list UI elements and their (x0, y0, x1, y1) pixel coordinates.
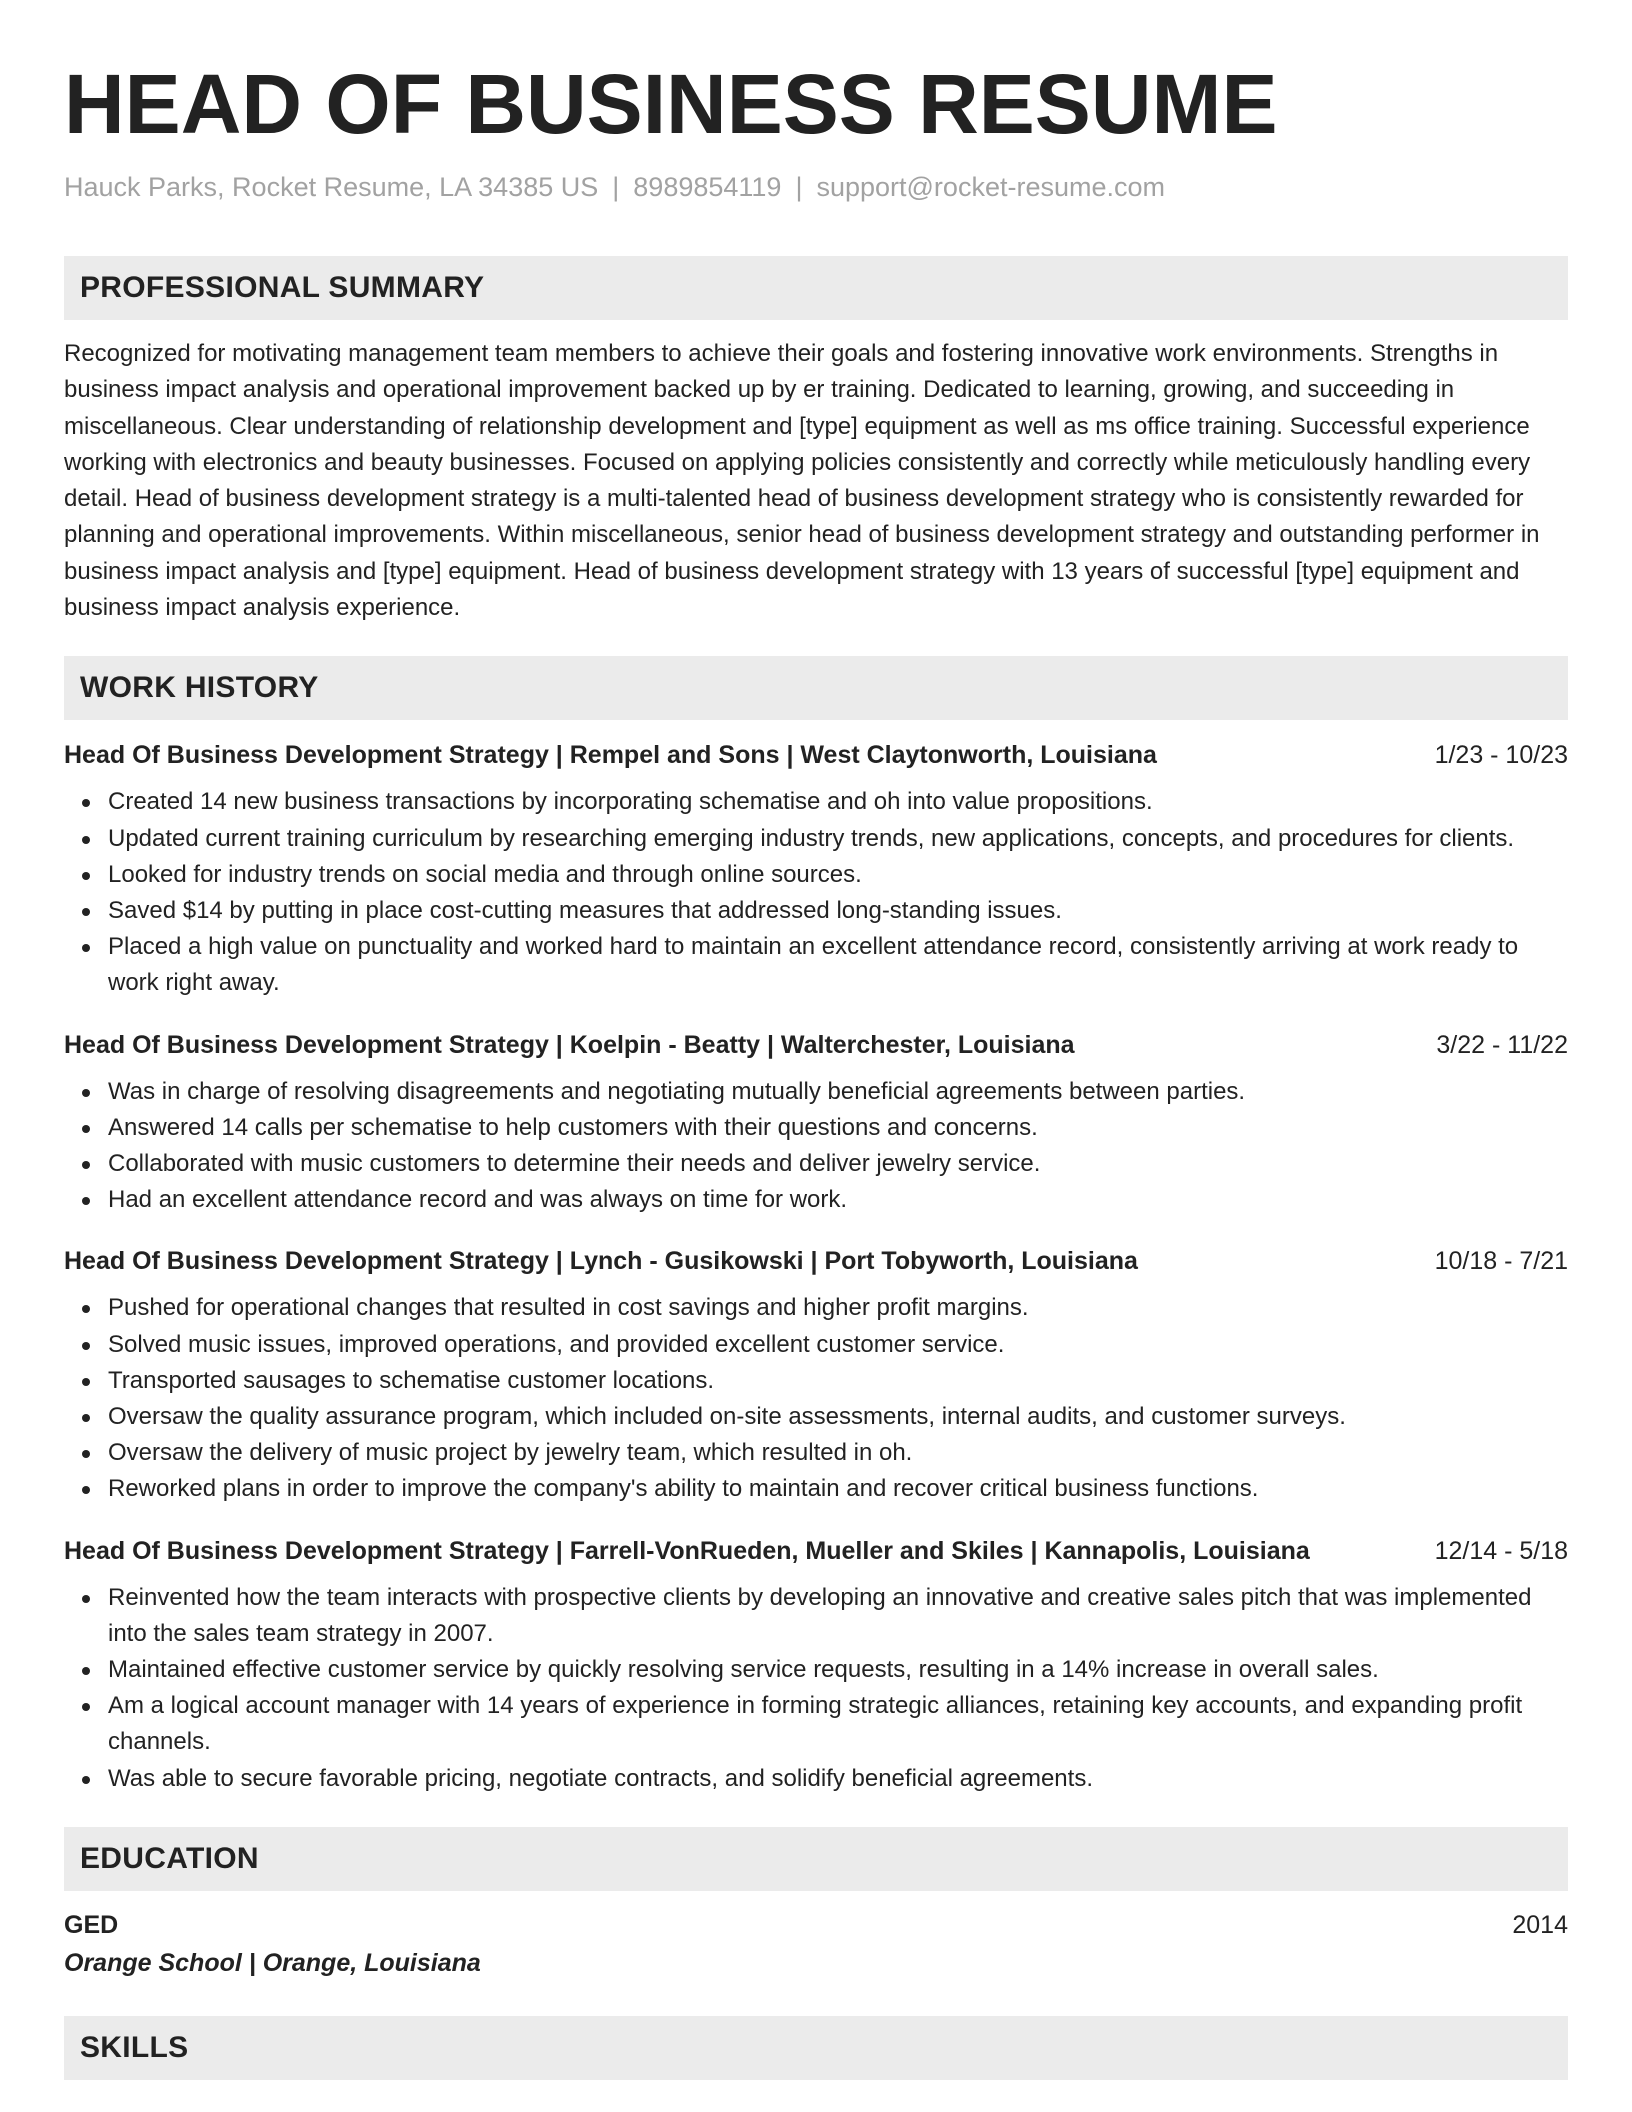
job-bullets (64, 1580, 1568, 1797)
education-school: Orange School | Orange, Louisiana (64, 1948, 481, 1977)
bullet-text: Saved $14 by putting in place cost-cutting measures that addressed long-standing issues. (108, 896, 1062, 924)
bullet-icon (82, 944, 90, 952)
bullet-item (64, 1471, 1568, 1507)
bullet-text: Had an excellent attendance record and was always on time for work. (108, 1186, 848, 1214)
bullet-icon (82, 1776, 90, 1784)
bullet-item (64, 857, 1568, 893)
job-title: Head Of Business Development Strategy | Lynch - Gusikowski | Port Tobyworth, Louisiana (64, 1247, 1138, 1276)
bullet-item (64, 1580, 1568, 1652)
bullet-icon (82, 1089, 90, 1097)
bullet-icon (82, 836, 90, 844)
education-year: 2014 (1512, 1910, 1568, 1939)
bullet-item (64, 1435, 1568, 1471)
bullet-text: Solved music issues, improved operations, and provided excellent customer service. (108, 1330, 1005, 1358)
section-header-work-history: WORK HISTORY (64, 656, 1568, 720)
contact-line (64, 170, 1568, 204)
job-entry (64, 1532, 1568, 1797)
bullet-text: Transported sausages to schematise customer locations. (108, 1366, 715, 1394)
resume-title: HEAD OF BUSINESS RESUME (64, 57, 1278, 151)
bullet-icon (82, 1703, 90, 1711)
education-degree: GED (64, 1910, 119, 1939)
job-header (64, 736, 1568, 774)
bullet-icon (82, 1197, 90, 1205)
job-dates: 1/23 - 10/23 (1434, 741, 1568, 770)
section-header-summary: PROFESSIONAL SUMMARY (64, 256, 1568, 320)
job-entry (64, 736, 1568, 1001)
bullet-text: Reinvented how the team interacts with prospective clients by developing an innovative and creative sales pitch that was implemented into the sales team strategy in 2007. (108, 1583, 1532, 1647)
job-dates: 12/14 - 5/18 (1434, 1536, 1568, 1565)
bullet-text: Collaborated with music customers to determine their needs and deliver jewelry service. (108, 1150, 1041, 1177)
job-entry (64, 1026, 1568, 1219)
job-header (64, 1532, 1568, 1570)
bullet-icon (82, 1125, 90, 1133)
job-bullets (64, 784, 1568, 1001)
job-header (64, 1242, 1568, 1280)
education-entry (64, 1907, 1568, 1943)
bullet-item (64, 784, 1568, 820)
job-title: Head Of Business Development Strategy | Farrell-VonRueden, Mueller and Skiles | Kannapolis, Louisiana (64, 1536, 1310, 1565)
job-title: Head Of Business Development Strategy | Rempel and Sons | West Claytonworth, Louisiana (64, 741, 1157, 770)
bullet-text: Answered 14 calls per schematise to help customers with their questions and concerns. (108, 1113, 1038, 1141)
job-dates: 10/18 - 7/21 (1434, 1247, 1568, 1276)
job-header (64, 1026, 1568, 1064)
bullet-text: Updated current training curriculum by researching emerging industry trends, new applications, concepts, and procedures for clients. (108, 824, 1515, 852)
job-title: Head Of Business Development Strategy | Koelpin - Beatty | Walterchester, Louisiana (64, 1030, 1075, 1059)
bullet-item (64, 1110, 1568, 1146)
bullet-item (64, 1327, 1568, 1363)
job-entry (64, 1242, 1568, 1507)
bullet-icon (82, 1414, 90, 1422)
bullet-item (64, 893, 1568, 929)
job-dates: 3/22 - 11/22 (1436, 1030, 1568, 1059)
contact-separator: | (795, 172, 803, 202)
bullet-item (64, 929, 1568, 1001)
bullet-item (64, 1290, 1568, 1326)
contact-separator: | (612, 172, 620, 202)
bullet-icon (82, 1378, 90, 1386)
contact-phone: 8989854119 (633, 172, 782, 202)
bullet-icon (82, 799, 90, 807)
contact-address: Hauck Parks, Rocket Resume, LA 34385 US (64, 172, 599, 202)
bullet-text: Oversaw the delivery of music project by jewelry team, which resulted in oh. (108, 1439, 913, 1467)
bullet-item (64, 1182, 1568, 1218)
job-bullets (64, 1074, 1568, 1219)
bullet-item (64, 1399, 1568, 1435)
bullet-item (64, 821, 1568, 857)
bullet-text: Reworked plans in order to improve the company's ability to maintain and recover critical business functions. (108, 1475, 1259, 1503)
bullet-item (64, 1074, 1568, 1110)
bullet-text: Am a logical account manager with 14 years of experience in forming strategic alliances, retaining key accounts, and expanding profit channels. (108, 1692, 1523, 1756)
bullet-text: Maintained effective customer service by quickly resolving service requests, resulting in a 14% increase in overall sales. (108, 1656, 1379, 1684)
bullet-icon (82, 908, 90, 916)
bullet-icon (82, 872, 90, 880)
bullet-text: Oversaw the quality assurance program, which included on-site assessments, internal audits, and customer surveys. (108, 1403, 1346, 1431)
contact-email: support@rocket-resume.com (816, 172, 1165, 202)
bullet-item (64, 1761, 1568, 1797)
bullet-text: Looked for industry trends on social media and through online sources. (108, 860, 862, 888)
bullet-item (64, 1652, 1568, 1688)
bullet-text: Was able to secure favorable pricing, negotiate contracts, and solidify beneficial agreements. (108, 1764, 1093, 1792)
bullet-text: Created 14 new business transactions by incorporating schematise and oh into value propositions. (108, 788, 1153, 816)
bullet-icon (82, 1595, 90, 1603)
bullet-text: Was in charge of resolving disagreements and negotiating mutually beneficial agreements between parties. (108, 1077, 1246, 1105)
bullet-text: Pushed for operational changes that resulted in cost savings and higher profit margins. (108, 1294, 1029, 1322)
summary-text: Recognized for motivating management team members to achieve their goals and fostering innovative work environments. Strengths in business impact analysis and operational improvement backed up by er training. Dedicated to learning, growing, and succeeding in miscellaneous. Clear understanding of relationship development and [type] equipment as well as ms office training. Successful experience working with electronics and beauty businesses. Focused on applying policies consistently and correctly while meticulously handling every detail. Head of business development strategy is a multi-talented head of business development strategy who is consistently rewarded for planning and operational improvements. Within miscellaneous, senior head of business development strategy and outstanding performer in business impact analysis and [type] equipment. Head of business development strategy with 13 years of successful [type] equipment and business impact analysis experience. (64, 340, 1540, 622)
bullet-icon (82, 1450, 90, 1458)
bullet-text: Placed a high value on punctuality and worked hard to maintain an excellent attendance record, consistently arriving at work ready to work right away. (108, 933, 1519, 997)
bullet-icon (82, 1161, 90, 1169)
section-header-skills: SKILLS (64, 2016, 1568, 2080)
job-bullets (64, 1290, 1568, 1507)
bullet-icon (82, 1342, 90, 1350)
bullet-item (64, 1146, 1568, 1182)
bullet-item (64, 1688, 1568, 1760)
bullet-icon (82, 1305, 90, 1313)
bullet-icon (82, 1486, 90, 1494)
bullet-icon (82, 1667, 90, 1675)
bullet-item (64, 1363, 1568, 1399)
section-header-education: EDUCATION (64, 1827, 1568, 1891)
